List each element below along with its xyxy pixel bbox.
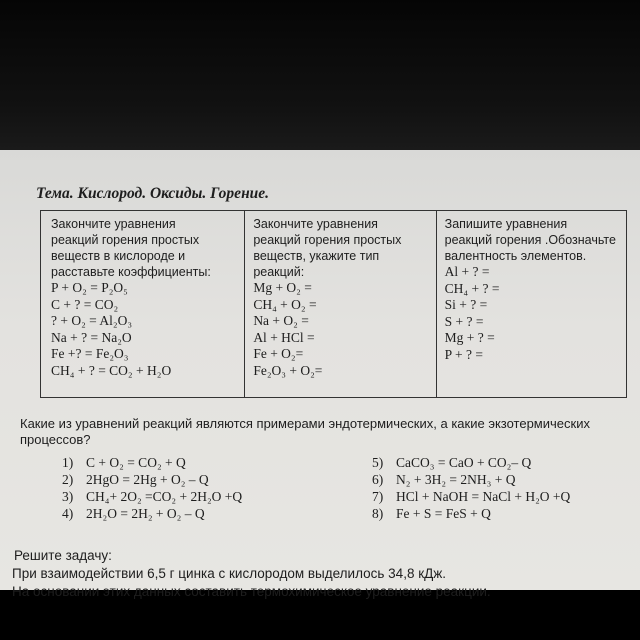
equation: Al + ? = — [444, 264, 490, 279]
equation: C + ? = CO₂ — [51, 296, 119, 312]
background-dark-top — [0, 0, 640, 150]
task-table — [40, 210, 627, 398]
column-1-header: Закончите уравнения реакций горения простых веществ в кислороде и расставьте коэффициенты: — [51, 217, 211, 279]
equation: CH₄ + ? = CO₂ + H₂O — [51, 362, 172, 378]
equation: P + O₂ = P₂O₅ — [51, 280, 128, 295]
equation: Fe + O₂= — [253, 346, 304, 361]
reaction-item: 7) HCl + NaOH = NaCl + H₂O +Q — [372, 489, 571, 504]
reaction-item: 8) Fe + S = FeS + Q — [372, 506, 491, 521]
equation: Si + ? = — [444, 297, 488, 312]
column-3-header: Запишите уравнения реакций горения .Обозначьте валентность элементов. — [444, 217, 616, 263]
question-text: Какие из уравнений реакций являются примерами эндотермических, а какие экзотермических процессов? — [20, 416, 590, 447]
table-column-3 — [437, 211, 626, 397]
equation: Fe +? = Fe₂O₃ — [51, 346, 129, 361]
equation: CH₄ + O₂ = — [253, 296, 317, 312]
task-line-2: На основании этих данных составить термохимическое уравнение реакции. — [12, 584, 491, 599]
task-heading: Решите задачу: — [14, 548, 112, 563]
table-column-2 — [245, 211, 436, 397]
reaction-item: 5) CaCO₃ = CaO + CO₂– Q — [372, 455, 532, 470]
equation: Mg + O₂ = — [253, 280, 312, 295]
equation: S + ? = — [444, 313, 484, 329]
table-column-1 — [41, 211, 245, 397]
reactions-list-right — [372, 454, 570, 522]
reaction-item: 3) CH₄+ 2O₂ =CO₂ + 2H₂O +Q — [62, 489, 243, 504]
equation: Al + HCl = — [253, 329, 315, 345]
equation: P + ? = — [444, 346, 484, 362]
equation: ? + O₂ = Al₂O₃ — [51, 313, 133, 328]
page-title: Тема. Кислород. Оксиды. Горение. — [36, 185, 270, 202]
reaction-item: 1) C + O₂ = CO₂ + Q — [62, 455, 186, 470]
reaction-item: 2) 2HgO = 2Hg + O₂ – Q — [62, 472, 209, 487]
column-2-header: Закончите уравнения реакций горения простых веществ, укажите тип реакций: — [253, 217, 402, 279]
equation: Na + O₂ = — [253, 313, 309, 328]
equation: CH₄ + ? = — [444, 280, 500, 296]
task-line-1: При взаимодействии 6,5 г цинка с кислородом выделилось 34,8 кДж. — [12, 566, 447, 581]
reactions-list-left — [62, 454, 242, 522]
equation: Na + ? = Na₂O — [51, 329, 132, 345]
reaction-item: 6) N₂ + 3H₂ = 2NH₃ + Q — [372, 472, 516, 487]
equation: Fe₂O₃ + O₂= — [253, 362, 323, 378]
equation: Mg + ? = — [444, 330, 495, 345]
reaction-item: 4) 2H₂O = 2H₂ + O₂ – Q — [62, 506, 205, 521]
